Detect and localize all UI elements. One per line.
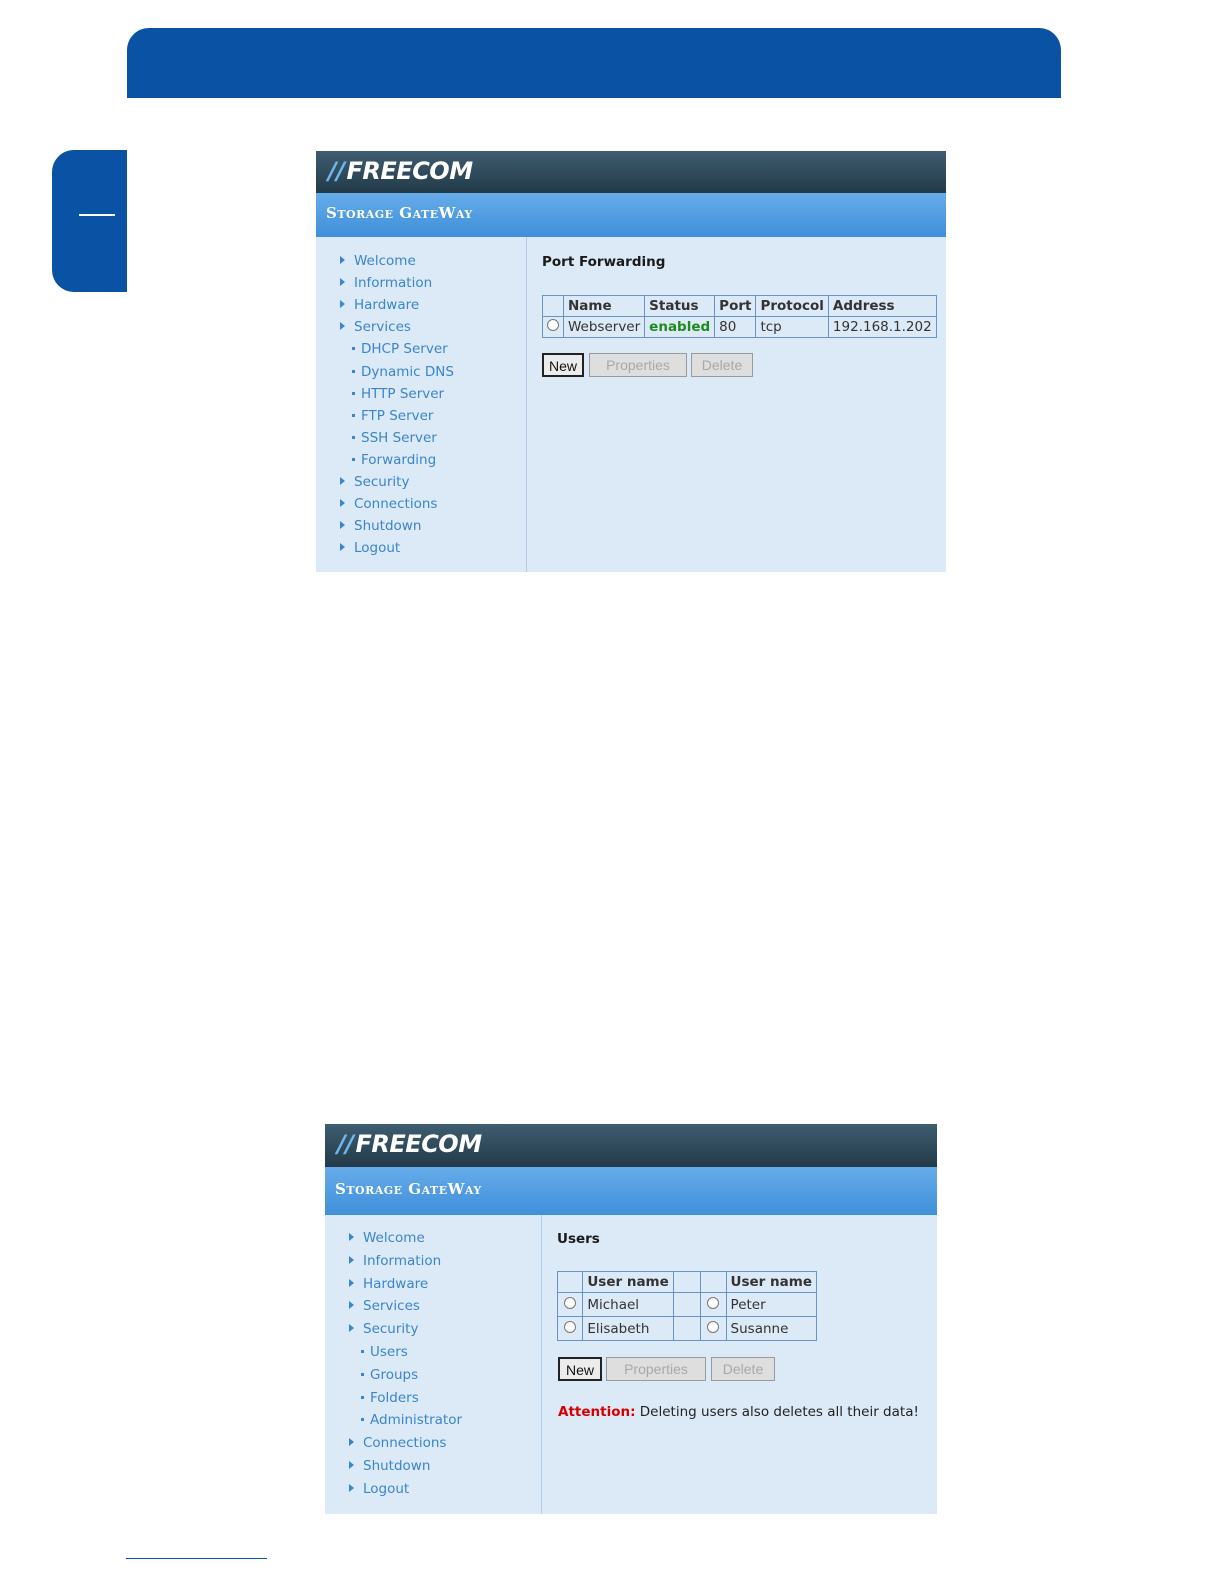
sidebar-item-welcome[interactable] xyxy=(349,1230,425,1250)
sidebar-item-label: FTP Server xyxy=(361,407,434,424)
sidebar-item-label: Security xyxy=(354,474,410,490)
column-header-user-name: User name xyxy=(583,1272,673,1293)
sidebar-item-label: Welcome xyxy=(354,253,416,269)
sidebar-item-label: Logout xyxy=(354,540,401,557)
sidebar-item-shutdown[interactable] xyxy=(340,518,421,538)
sidebar-item-label: Security xyxy=(363,1321,419,1338)
column-header-user-name: User name xyxy=(726,1272,816,1293)
attention-notice xyxy=(558,1404,919,1420)
freecom-logo: //FREECOM xyxy=(337,1130,482,1158)
row-select-cell[interactable] xyxy=(701,1317,726,1341)
arrow-right-icon xyxy=(349,1484,354,1492)
bullet-icon xyxy=(352,436,355,439)
arrow-right-icon xyxy=(340,322,345,330)
column-header-address: Address xyxy=(828,296,936,317)
properties-button[interactable]: Properties xyxy=(606,1357,706,1381)
sidebar-item-label: Hardware xyxy=(363,1275,429,1292)
freecom-logo: //FREECOM xyxy=(328,157,473,185)
sidebar-item-services[interactable] xyxy=(340,319,411,339)
port-forwarding-screenshot xyxy=(316,151,946,572)
sidebar-item-label: Logout xyxy=(363,1480,410,1497)
new-button[interactable]: New xyxy=(558,1357,602,1381)
table-row xyxy=(558,1293,817,1317)
bullet-icon xyxy=(352,392,355,395)
sidebar-item-hardware[interactable] xyxy=(340,297,419,317)
user-radio-button[interactable] xyxy=(564,1297,576,1309)
sidebar-item-label: Connections xyxy=(354,496,438,513)
sidebar-item-users[interactable] xyxy=(361,1344,408,1364)
arrow-right-icon xyxy=(340,499,345,507)
column-header-status: Status xyxy=(645,296,715,317)
arrow-right-icon xyxy=(349,1256,354,1264)
arrow-right-icon xyxy=(349,1461,354,1469)
arrow-right-icon xyxy=(349,1233,354,1241)
spacer-cell xyxy=(673,1293,700,1317)
port-forwarding-table xyxy=(542,295,937,338)
sidebar-item-logout[interactable] xyxy=(340,540,400,560)
sidebar-item-information[interactable] xyxy=(340,275,432,295)
sidebar-item-ftp-server[interactable] xyxy=(352,408,433,428)
chapter-side-tab xyxy=(52,150,127,292)
cell-user-name: Michael xyxy=(583,1293,673,1317)
sidebar-item-dhcp-server[interactable] xyxy=(352,341,448,361)
cell-user-name: Susanne xyxy=(726,1317,816,1341)
table-header-row xyxy=(558,1272,817,1293)
table-row xyxy=(543,317,937,338)
sidebar-item-dynamic-dns[interactable] xyxy=(352,364,454,384)
users-table xyxy=(557,1271,817,1341)
sidebar-item-ssh-server[interactable] xyxy=(352,430,437,450)
select-column-header xyxy=(543,296,564,317)
main-content xyxy=(527,237,946,572)
sidebar-item-label: Connections xyxy=(363,1435,447,1452)
users-screenshot xyxy=(325,1124,937,1514)
table-header-row xyxy=(543,296,937,317)
sidebar-item-forwarding[interactable] xyxy=(352,452,436,472)
row-select-cell[interactable] xyxy=(558,1317,583,1341)
sidebar-item-label: HTTP Server xyxy=(361,385,445,402)
row-select-cell[interactable] xyxy=(543,317,564,338)
sidebar-item-label: DHCP Server xyxy=(361,341,448,358)
sidebar-item-groups[interactable] xyxy=(361,1367,418,1387)
attention-text: Deleting users also deletes all their data! xyxy=(635,1404,919,1420)
arrow-right-icon xyxy=(340,521,345,529)
cell-status: enabled xyxy=(645,317,715,338)
product-title-bar xyxy=(316,193,946,237)
sidebar-item-label: Shutdown xyxy=(363,1458,431,1474)
sidebar-item-label: Services xyxy=(354,319,411,336)
arrow-right-icon xyxy=(349,1301,354,1309)
arrow-right-icon xyxy=(340,477,345,485)
main-content xyxy=(542,1215,937,1514)
sidebar-item-welcome[interactable] xyxy=(340,253,416,273)
brand-bar xyxy=(325,1124,937,1167)
sidebar-item-label: Dynamic DNS xyxy=(361,363,454,380)
arrow-right-icon xyxy=(340,300,345,308)
user-radio-button[interactable] xyxy=(564,1321,576,1333)
side-tab-dash xyxy=(79,214,115,216)
sidebar-item-label: Hardware xyxy=(354,297,420,314)
bullet-icon xyxy=(361,1350,364,1353)
cell-port: 80 xyxy=(715,317,756,338)
sidebar-item-services[interactable] xyxy=(349,1298,420,1318)
sidebar-item-label: Shutdown xyxy=(354,518,422,535)
bullet-icon xyxy=(352,347,355,350)
sidebar-item-label: Groups xyxy=(370,1366,419,1383)
cell-address: 192.168.1.202 xyxy=(828,317,936,338)
bullet-icon xyxy=(352,414,355,417)
sidebar-item-label: Services xyxy=(363,1298,420,1315)
arrow-right-icon xyxy=(349,1279,354,1287)
bullet-icon xyxy=(361,1373,364,1376)
bullet-icon xyxy=(352,458,355,461)
sidebar-item-label: Information xyxy=(354,275,433,292)
bullet-icon xyxy=(361,1418,364,1421)
properties-button[interactable]: Properties xyxy=(589,353,687,377)
cell-name: Webserver xyxy=(564,317,645,338)
select-column-header xyxy=(558,1272,583,1293)
sidebar-item-label: Information xyxy=(363,1252,442,1269)
product-title: Storage GateWay xyxy=(335,1180,482,1198)
arrow-right-icon xyxy=(340,278,345,286)
user-radio-button[interactable] xyxy=(707,1321,719,1333)
new-button[interactable]: New xyxy=(542,353,584,377)
sidebar-item-administrator[interactable] xyxy=(361,1412,462,1432)
page-title: Port Forwarding xyxy=(542,254,666,270)
cell-user-name: Elisabeth xyxy=(583,1317,673,1341)
sidebar-item-hardware[interactable] xyxy=(349,1276,428,1296)
sidebar-item-security[interactable] xyxy=(349,1321,418,1341)
sidebar-nav xyxy=(316,237,527,572)
sidebar-item-folders[interactable] xyxy=(361,1390,419,1410)
sidebar-item-logout[interactable] xyxy=(349,1481,409,1501)
footer-rule xyxy=(126,1558,267,1559)
product-title-bar xyxy=(325,1167,937,1215)
sidebar-item-label: Administrator xyxy=(370,1412,463,1429)
arrow-right-icon xyxy=(340,256,345,264)
spacer-cell xyxy=(673,1317,700,1341)
cell-user-name: Peter xyxy=(726,1293,816,1317)
delete-button[interactable]: Delete xyxy=(711,1357,775,1381)
sidebar-item-shutdown[interactable] xyxy=(349,1458,430,1478)
arrow-right-icon xyxy=(349,1438,354,1446)
delete-button[interactable]: Delete xyxy=(691,353,753,377)
sidebar-item-security[interactable] xyxy=(340,474,409,494)
sidebar-item-information[interactable] xyxy=(349,1253,441,1273)
select-column-header xyxy=(701,1272,726,1293)
bullet-icon xyxy=(361,1396,364,1399)
sidebar-item-label: Folders xyxy=(370,1389,419,1406)
arrow-right-icon xyxy=(340,543,345,551)
row-radio-button[interactable] xyxy=(547,319,559,331)
bullet-icon xyxy=(352,370,355,373)
sidebar-item-label: Forwarding xyxy=(361,451,437,468)
column-header-protocol: Protocol xyxy=(756,296,828,317)
spacer-column-header xyxy=(673,1272,700,1293)
sidebar-item-label: Welcome xyxy=(363,1230,425,1246)
arrow-right-icon xyxy=(349,1324,354,1332)
sidebar-item-http-server[interactable] xyxy=(352,386,444,406)
attention-label: Attention: xyxy=(558,1404,636,1420)
user-radio-button[interactable] xyxy=(707,1297,719,1309)
sidebar-item-label: SSH Server xyxy=(361,429,437,446)
sidebar-item-label: Users xyxy=(370,1344,408,1360)
sidebar-item-connections[interactable] xyxy=(340,496,437,516)
product-title: Storage GateWay xyxy=(326,204,473,222)
sidebar-item-connections[interactable] xyxy=(349,1435,446,1455)
column-header-port: Port xyxy=(715,296,756,317)
table-row xyxy=(558,1317,817,1341)
column-header-name: Name xyxy=(564,296,645,317)
cell-protocol: tcp xyxy=(756,317,828,338)
row-select-cell[interactable] xyxy=(701,1293,726,1317)
page-header-banner xyxy=(127,28,1061,98)
row-select-cell[interactable] xyxy=(558,1293,583,1317)
brand-bar xyxy=(316,151,946,193)
sidebar-nav xyxy=(325,1215,542,1514)
page-title: Users xyxy=(557,1231,600,1247)
